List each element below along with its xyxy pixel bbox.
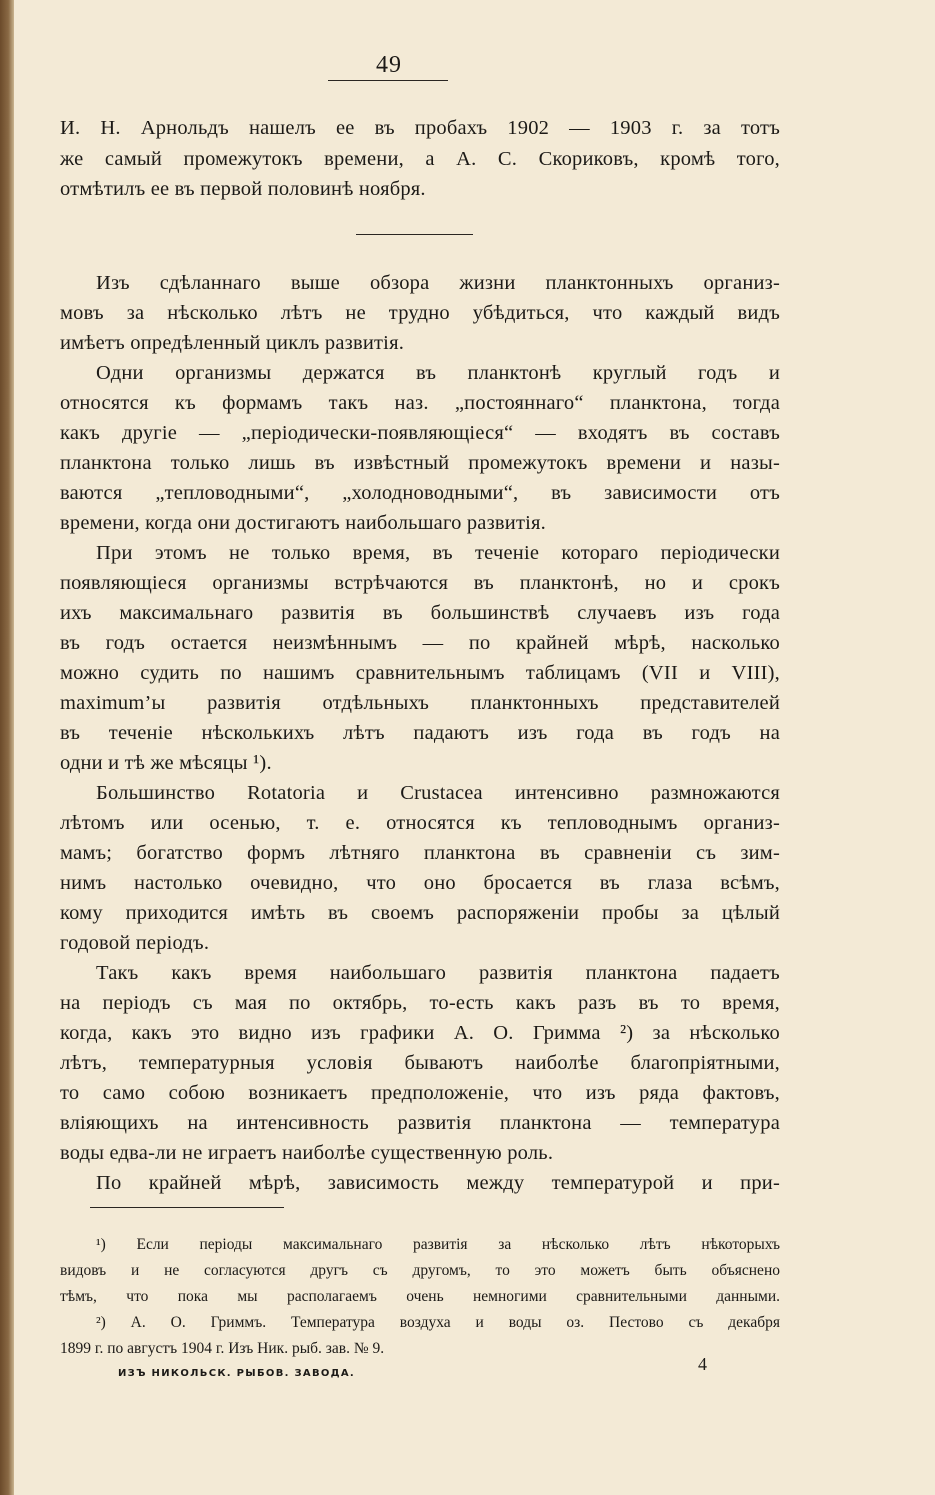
text-line: лѣтомъ или осенью, т. е. относятся къ тепловоднымъ организ- [60, 812, 780, 834]
text-line: Большинство Rotatoria и Crustacea интенсивно размножаются [96, 782, 780, 804]
text-line: какъ другіе — „періодически-появляющіеся“ — входятъ въ составъ [60, 422, 780, 444]
text-line: maximum’ы развитія отдѣльныхъ планктонныхъ представителей [60, 692, 780, 714]
page-number: 49 [376, 52, 402, 78]
footnote-line: ¹) Если періоды максимальнаго развитія за нѣсколько лѣтъ нѣкоторыхъ [96, 1236, 780, 1253]
text-line: то само собою возникаетъ предположеніе, что изъ ряда фактовъ, [60, 1082, 780, 1104]
text-line: на періодъ съ мая по октябрь, то-есть какъ разъ въ то время, [60, 992, 780, 1014]
text-line: И. Н. Арнольдъ нашелъ ее въ пробахъ 1902 — 1903 г. за тотъ [60, 117, 780, 139]
text-line: годовой періодъ. [60, 932, 210, 954]
text-line: По крайней мѣрѣ, зависимость между температурой и при- [96, 1172, 780, 1194]
footnote-line: видовъ и не согласуются другъ съ другомъ, то это можетъ быть объяснено [60, 1262, 780, 1279]
text-line: можно судить по нашимъ сравнительнымъ таблицамъ (VII и VIII), [60, 662, 780, 684]
text-line: въ годъ остается неизмѣннымъ — по крайней мѣрѣ, насколько [60, 632, 780, 654]
text-line: въ теченіе нѣсколькихъ лѣтъ падаютъ изъ года въ годъ на [60, 722, 780, 744]
text-line: кому приходится имѣть въ своемъ распоряженіи пробы за цѣлый [60, 902, 780, 924]
text-line: мамъ; богатство формъ лѣтняго планктона въ сравненіи съ зим- [60, 842, 780, 864]
text-line: отмѣтилъ ее въ первой половинѣ ноября. [60, 178, 426, 200]
section-divider [356, 234, 473, 235]
footnote-line: ²) А. О. Гриммъ. Температура воздуха и воды оз. Пестово съ декабря [96, 1314, 780, 1331]
header-rule [328, 80, 448, 81]
text-line: когда, какъ это видно изъ графики А. О. Гримма ²) за нѣсколько [60, 1022, 780, 1044]
signature-number: 4 [698, 1354, 707, 1374]
text-line: мовъ за нѣсколько лѣтъ не трудно убѣдиться, что каждый видъ [60, 302, 780, 324]
text-line: Такъ какъ время наибольшаго развитія планктона падаетъ [96, 962, 780, 984]
text-line: воды едва-ли не играетъ наиболѣе существенную роль. [60, 1142, 554, 1164]
text-line: Одни организмы держатся въ планктонѣ круглый годъ и [96, 362, 780, 384]
text-line: вліяющихъ на интенсивность развитія планктона — температура [60, 1112, 780, 1134]
footnote-line: 1899 г. по августъ 1904 г. Изъ Ник. рыб. зав. № 9. [60, 1340, 385, 1357]
text-line: же самый промежутокъ времени, а А. С. Скориковъ, кромѣ того, [60, 148, 780, 170]
text-line: появляющіеся организмы встрѣчаются въ планктонѣ, но и срокъ [60, 572, 780, 594]
text-line: относятся къ формамъ такъ наз. „постояннаго“ планктона, тогда [60, 392, 780, 414]
text-line: ваются „тепловодными“, „холодноводными“, въ зависимости отъ [60, 482, 780, 504]
footnote-rule [90, 1207, 284, 1208]
text-line: одни и тѣ же мѣсяцы ¹). [60, 752, 272, 774]
text-line: имѣетъ опредѣленный циклъ развитія. [60, 332, 405, 354]
book-spine-edge [0, 0, 14, 1495]
text-line: лѣтъ, температурныя условія бываютъ наиболѣе благопріятными, [60, 1052, 780, 1074]
text-line: планктона только лишь въ извѣстный промежутокъ времени и назы- [60, 452, 780, 474]
text-line: При этомъ не только время, въ теченіе котораго періодически [96, 542, 780, 564]
printer-signature: ИЗЪ НИКОЛЬСК. РЫБОВ. ЗАВОДА. [118, 1368, 356, 1379]
text-line: ихъ максимальнаго развитія въ большинствѣ случаевъ изъ года [60, 602, 780, 624]
footnote-line: тѣмъ, что пока мы располагаемъ очень немногими сравнительными данными. [60, 1288, 780, 1305]
text-line: времени, когда они достигаютъ наибольшаго развитія. [60, 512, 546, 534]
text-line: Изъ сдѣланнаго выше обзора жизни планктонныхъ организ- [96, 272, 780, 294]
text-line: нимъ настолько очевидно, что оно бросается въ глаза всѣмъ, [60, 872, 780, 894]
